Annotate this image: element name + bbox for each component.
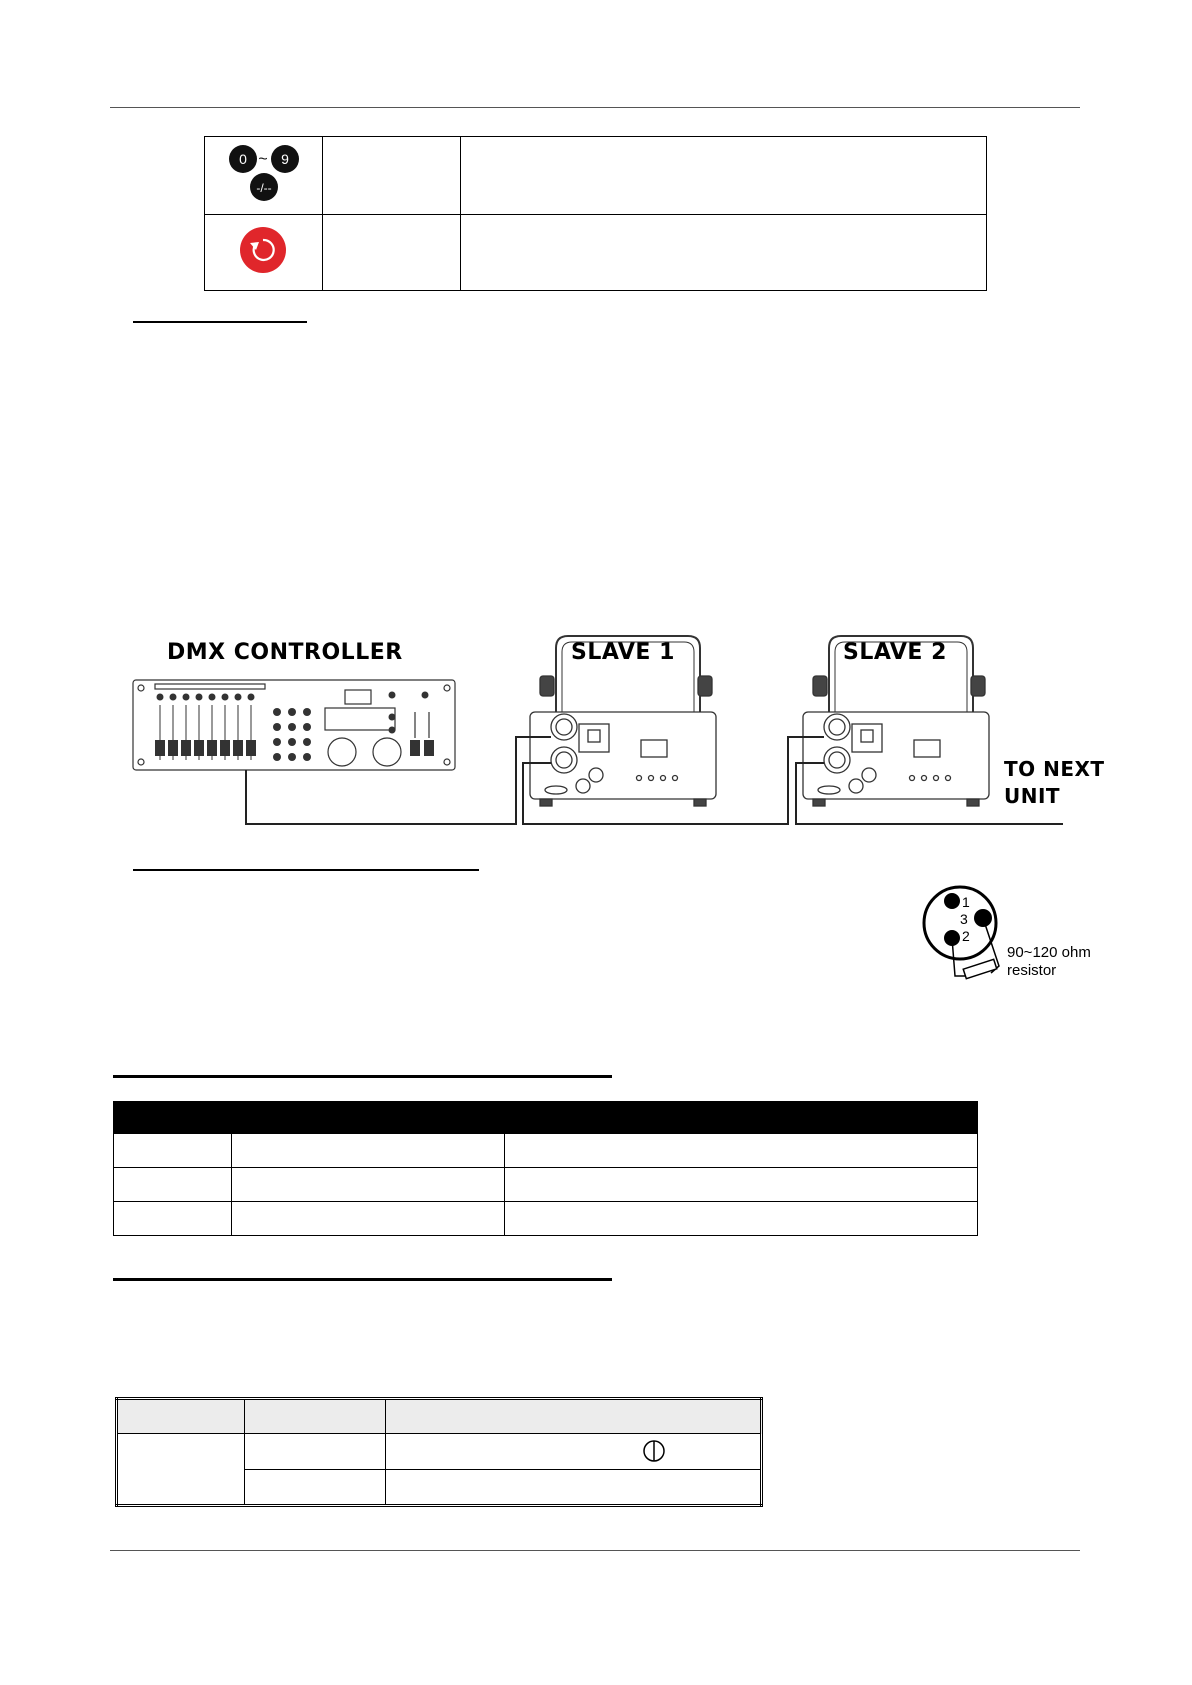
table-cell [117,1434,245,1506]
table-cell [114,1202,232,1236]
to-next-unit-label-line2: UNIT [1004,784,1061,808]
key-description-cell [461,215,987,291]
slave-1-device [530,636,716,806]
table-cell [232,1168,505,1202]
pin-1-dot [944,893,960,909]
table-cell [505,1202,978,1236]
dmx-connection-diagram [0,620,1192,835]
table-cell [114,1134,232,1168]
section-heading-underline [133,869,479,871]
table-row [205,137,987,215]
settings-table [113,1101,978,1236]
footer-rule [110,1550,1080,1551]
key-icon-cell [205,137,323,215]
digit-end-label: 9 [281,151,289,167]
slave-2-device [803,636,989,806]
slave-1-label: SLAVE 1 [571,640,675,665]
key-icon-cell [205,215,323,291]
key-name-cell [323,215,461,291]
header-cell [114,1102,232,1134]
header-cell [232,1102,505,1134]
pin-3-label: 3 [960,911,968,927]
xlr-terminator-diagram [915,878,1105,988]
table-row [205,215,987,291]
table-header-row [117,1399,762,1434]
table-cell [232,1202,505,1236]
header-cell [117,1399,245,1434]
slave-2-label: SLAVE 2 [843,640,947,665]
resistor-label-line2: resistor [1007,962,1057,979]
to-next-unit-label-line1: TO NEXT [1004,757,1105,781]
number-keys-icon [205,137,322,209]
reset-icon [205,215,322,285]
table-header-row [114,1102,978,1134]
resistor-icon [963,959,997,978]
section-heading-underline [113,1278,612,1281]
section-heading-underline [113,1075,612,1078]
operation-table [115,1397,763,1507]
dmx-controller-label: DMX CONTROLLER [167,640,403,665]
digit-start-label: 0 [239,151,247,167]
remote-key-table [204,136,987,291]
pin-1-label: 1 [962,894,970,910]
key-name-cell [323,137,461,215]
key-description-cell [461,137,987,215]
dmx-controller-device [133,680,455,770]
tilde-label: ~ [258,151,268,168]
power-symbol-icon [641,1438,667,1464]
table-cell [245,1470,386,1506]
dash-key-label: -/-- [256,181,272,195]
header-cell [245,1399,386,1434]
table-cell [114,1168,232,1202]
table-cell [505,1168,978,1202]
header-cell [386,1399,762,1434]
table-row [114,1168,978,1202]
pin-2-label: 2 [962,928,970,944]
resistor-label-line1: 90~120 ohm [1007,944,1091,961]
table-cell [386,1470,762,1506]
table-row [114,1134,978,1168]
reset-button-circle [240,227,286,273]
table-row [114,1202,978,1236]
section-heading-underline [133,321,307,323]
header-rule [110,107,1080,108]
table-cell [505,1134,978,1168]
header-cell [505,1102,978,1134]
table-cell [232,1134,505,1168]
table-row [117,1434,762,1470]
table-cell [386,1434,762,1470]
table-cell [245,1434,386,1470]
